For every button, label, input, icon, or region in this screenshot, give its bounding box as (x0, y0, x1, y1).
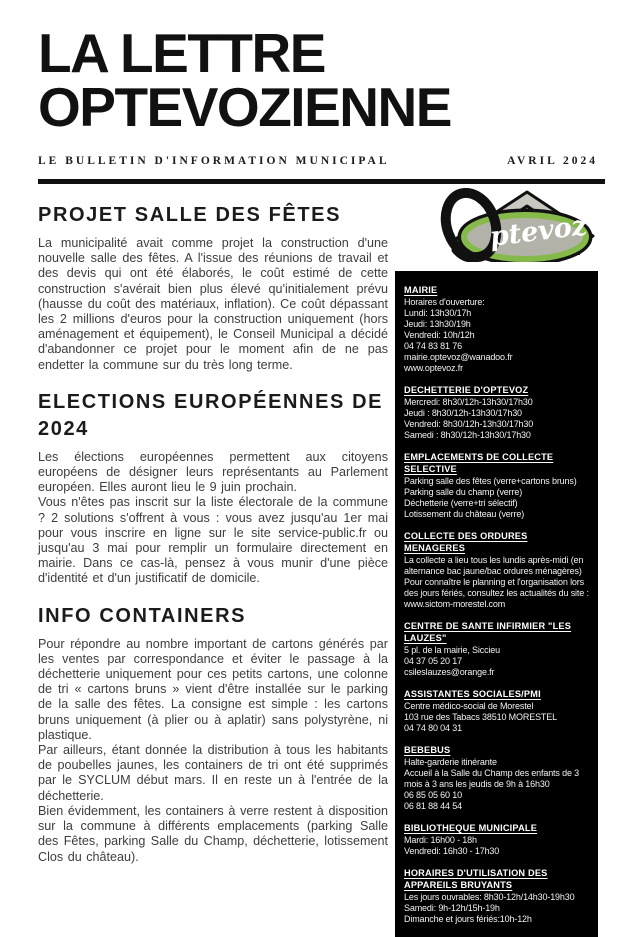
sidebar-section-title: COLLECTE DES ORDURES MENAGERES (404, 531, 528, 553)
masthead (0, 0, 630, 167)
newsletter-subtitle: LE BULLETIN D'INFORMATION MUNICIPAL (38, 155, 390, 167)
sidebar-line-url: www.optevoz.fr (404, 363, 463, 373)
logo-script-text: ptevoz (488, 210, 589, 253)
sidebar-line: Vendredi: 8h30/12h-13h30/17h30 (404, 419, 534, 429)
sidebar-line: Dimanche et jours fériés:10h-12h (404, 914, 532, 924)
sidebar-line: Horaires d'ouverture: (404, 297, 485, 307)
article-title: INFO CONTAINERS (38, 604, 247, 627)
sidebar-line-email: csileslauzes@orange.fr (404, 667, 495, 677)
side-column (395, 186, 598, 937)
title-line-2: OPTEVOZIENNE (38, 76, 451, 138)
title-line-1: LA LETTRE (38, 22, 325, 84)
sidebar-line: 04 74 83 81 76 (404, 341, 462, 351)
sidebar-section-title: CENTRE DE SANTE INFIRMIER "LES LAUZES" (404, 621, 572, 643)
article-paragraph: La municipalité avait comme projet la construction d'une nouvelle salle des fêtes. A l'issue des réunions de travail et des devis qui ont été élaborés, le coût estimé de cette construction s'avérait bien plus élevé qu'initialement prévu (hausse du coût des matériaux, inflation). Ce coût dépassant les 2 millions d'euros pour la construction uniquement (hors aménagement et équipement), le Conseil Municipal a décidé d'abandonner ce projet pour le moment afin de ne pas endetter la commune sur du très long terme. (38, 236, 388, 372)
sidebar-line: Déchetterie (verre+tri sélectif) (404, 498, 518, 508)
sidebar-section-mairie (404, 284, 589, 374)
sidebar-section-bibliotheque (404, 822, 589, 857)
optevoz-logo-graphic (427, 188, 595, 262)
sidebar-section-title: MAIRIE (404, 285, 438, 295)
sidebar-line: Parking salle du champ (verre) (404, 487, 523, 497)
sidebar-line: 103 rue des Tabacs 38510 MORESTEL (404, 712, 557, 722)
sidebar-line: Lundi: 13h30/17h (404, 308, 472, 318)
article-paragraph: Vous n'êtes pas inscrit sur la liste électorale de la commune ? 2 solutions s'offrent à vous : vous avez jusqu'au 1er mai pour vous inscrire en ligne sur le site service-public.fr ou jusqu'au 3 mai pour remplir un formulaire directement en mairie. Dans ce cas-là, pensez à vous munir d'une pièce d'identité et d'un justificatif de domicile. (38, 495, 388, 586)
masthead-divider (38, 179, 605, 184)
article-paragraph: Les élections européennes permettent aux citoyens européens de désigner leurs représentants au Parlement européen. Elles auront lieu le 9 juin prochain. (38, 449, 388, 495)
sidebar-line: Jeudi : 8h30/12h-13h30/17h30 (404, 408, 522, 418)
sidebar-line: Mardi: 16h00 - 18h (404, 835, 477, 845)
sidebar-line: Samedi: 9h-12h/15h-19h (404, 903, 500, 913)
sidebar-line: 04 37 05 20 17 (404, 656, 462, 666)
sidebar-line: Lotissement du château (verre) (404, 509, 525, 519)
sidebar-section-dechetterie (404, 384, 589, 441)
info-sidebar (395, 271, 598, 937)
sidebar-section-assistantes-sociales (404, 688, 589, 734)
sidebar-line: 06 81 88 44 54 (404, 801, 462, 811)
optevoz-logo (395, 186, 598, 271)
sidebar-line: Les jours ouvrables: 8h30-12h/14h30-19h30 (404, 892, 575, 902)
article-projet-salle-des-fetes (38, 202, 388, 373)
sidebar-line: Parking salle des fêtes (verre+cartons bruns) (404, 476, 577, 486)
issue-date: AVRIL 2024 (507, 155, 598, 167)
sidebar-line-email: mairie.optevoz@wanadoo.fr (404, 352, 513, 362)
sidebar-line: Samedi : 8h30/12h-13h30/17h30 (404, 430, 531, 440)
article-paragraph: Par ailleurs, étant donnée la distribution à tous les habitants de poubelles jaunes, les containers de tri ont été supprimés par le SYCLUM début mars. Il en reste un à l'entrée de la déchetterie. (38, 743, 388, 803)
sidebar-line: Jeudi: 13h30/19h (404, 319, 471, 329)
sidebar-section-title: EMPLACEMENTS DE COLLECTE SELECTIVE (404, 452, 554, 474)
sidebar-section-title: HORAIRES D'UTILISATION DES APPAREILS BRUYANTS (404, 868, 548, 890)
sidebar-section-title: ASSISTANTES SOCIALES/PMI (404, 689, 541, 699)
sidebar-section-title: BIBLIOTHEQUE MUNICIPALE (404, 823, 538, 833)
sidebar-line: 04 74 80 04 31 (404, 723, 462, 733)
main-content (0, 186, 630, 937)
sidebar-section-centre-sante (404, 620, 589, 678)
sidebar-line: 5 pl. de la mairie, Siccieu (404, 645, 500, 655)
article-elections-europeennes (38, 389, 388, 587)
sidebar-line: Mercredi: 8h30/12h-13h30/17h30 (404, 397, 533, 407)
article-paragraph: Bien évidemment, les containers à verre restent à disposition sur la commune à différents emplacements (parking Salle des Fêtes, parking Salle du Champ, déchetterie, lotissement Clos du château). (38, 803, 388, 864)
sidebar-line: Accueil à la Salle du Champ des enfants de 3 mois à 3 ans les jeudis de 9h à 16h30 (404, 768, 580, 789)
article-info-containers (38, 603, 388, 865)
newsletter-title (38, 22, 598, 138)
sidebar-line: Vendredi: 10h/12h (404, 330, 475, 340)
article-paragraph: Pour répondre au nombre important de cartons générés par les ventes par correspondance et éviter le passage à la déchetterie uniquement pour ces petits cartons, une colonne de tri « cartons bruns » vient d'être installée sur le parking de la salle des fêtes. La consigne est simple : les cartons bruns uniquement (à plier ou à aplatir) sans polystyrène, ni plastique. (38, 636, 388, 742)
sidebar-line: La collecte a lieu tous les lundis après-midi (en alternance bac jaune/bac ordures ménagères) Pour connaître le planning et l'organisation lors des jours fériés, consultez les actualités du site : (404, 555, 589, 598)
articles-column (38, 186, 388, 937)
sidebar-section-title: DECHETTERIE D'OPTEVOZ (404, 385, 529, 395)
masthead-subtitle-row (38, 155, 598, 167)
sidebar-line: Halte-garderie itinérante (404, 757, 497, 767)
article-title: ELECTIONS EUROPÉENNES DE 2024 (38, 390, 384, 440)
article-title: PROJET SALLE DES FÊTES (38, 204, 342, 226)
sidebar-section-collecte-selective (404, 451, 589, 520)
sidebar-line: Vendredi: 16h30 - 17h30 (404, 846, 500, 856)
sidebar-line: Centre médico-social de Morestel (404, 701, 534, 711)
sidebar-section-appareils-bruyants (404, 867, 589, 925)
sidebar-line-url: www.sictom-morestel.com (404, 599, 506, 609)
sidebar-section-ordures-menageres (404, 530, 589, 610)
sidebar-line: 06 85 05 60 10 (404, 790, 462, 800)
sidebar-section-bebebus (404, 744, 589, 812)
sidebar-section-title: BEBEBUS (404, 745, 451, 755)
